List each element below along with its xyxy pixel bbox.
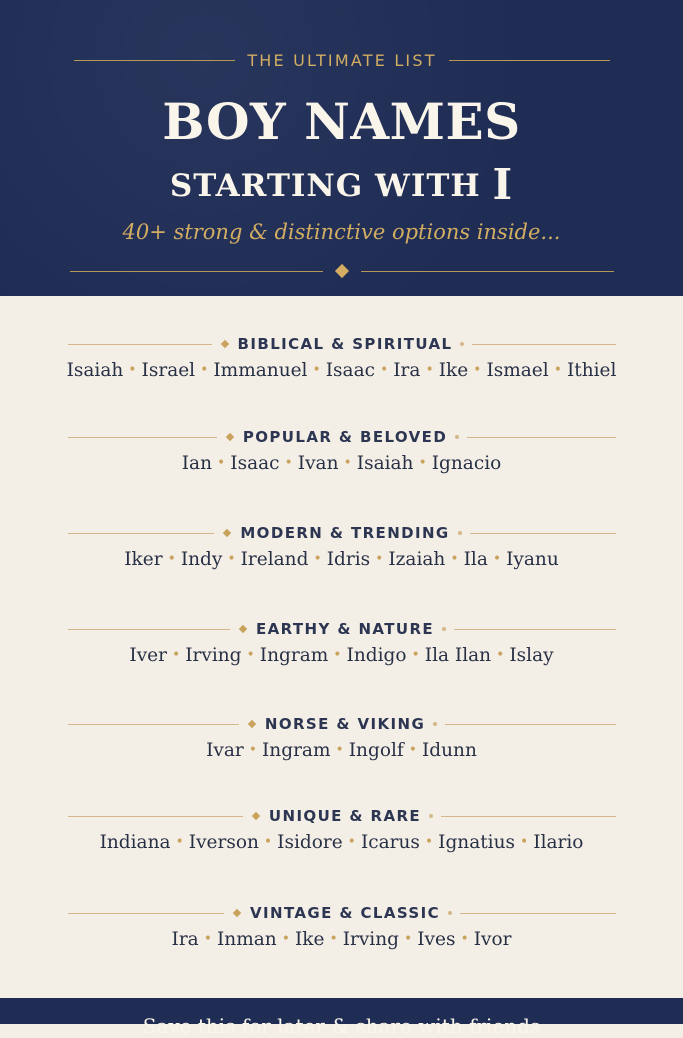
dot-icon — [442, 627, 446, 631]
bullet-separator-icon: • — [418, 455, 427, 471]
section-header — [68, 427, 616, 447]
section-title: EARTHY & NATURE — [255, 620, 435, 638]
tagline: 40+ strong & distinctive options inside... — [122, 220, 561, 244]
bullet-separator-icon: • — [313, 551, 322, 567]
bullet-separator-icon: • — [424, 834, 434, 850]
diamond-icon — [233, 909, 241, 917]
bullet-separator-icon: • — [375, 551, 384, 567]
bullet-separator-icon: • — [460, 931, 469, 947]
section-header — [68, 523, 616, 543]
name-item: Ives — [417, 929, 456, 950]
page-subtitle — [0, 160, 683, 209]
name-item: Islay — [509, 645, 554, 666]
name-item: Indy — [180, 549, 223, 570]
section-title: POPULAR & BELOVED — [242, 428, 448, 446]
name-item: Iverson — [188, 832, 259, 853]
bullet-separator-icon: • — [425, 362, 434, 378]
section-header — [68, 619, 616, 639]
bullet-separator-icon: • — [175, 834, 184, 850]
name-item: Ivar — [206, 740, 244, 761]
name-item: Idunn — [421, 740, 477, 761]
name-item: Icarus — [360, 832, 420, 853]
bullet-separator-icon: • — [335, 742, 344, 758]
name-item: Iver — [129, 645, 167, 666]
bullet-separator-icon: • — [248, 742, 257, 758]
section-title: MODERN & TRENDING — [240, 524, 450, 542]
divider-line-left — [70, 271, 323, 272]
name-item: Ila Ilan — [424, 645, 492, 666]
diamond-icon — [223, 529, 231, 537]
footer-banner — [0, 998, 683, 1038]
kicker-row — [74, 48, 610, 72]
bullet-separator-icon: • — [217, 455, 226, 471]
section-header — [68, 714, 616, 734]
diamond-icon — [220, 340, 228, 348]
bullet-separator-icon: • — [227, 551, 236, 567]
page-title: BOY NAMES — [162, 92, 521, 151]
section-line-left — [68, 816, 243, 817]
bullet-separator-icon: • — [281, 931, 290, 947]
name-list — [0, 929, 683, 950]
name-item: Ignacio — [431, 453, 502, 474]
name-list — [0, 832, 683, 853]
name-item: Ignatius — [438, 832, 516, 853]
bullet-separator-icon: • — [263, 834, 273, 850]
section-line-left — [68, 913, 224, 914]
section-title: BIBLICAL & SPIRITUAL — [237, 335, 453, 353]
dot-icon — [448, 911, 452, 915]
name-item: Indiana — [99, 832, 171, 853]
subtitle-letter: I — [492, 160, 514, 209]
name-item: Ivan — [297, 453, 339, 474]
diamond-icon — [226, 433, 234, 441]
name-item: Iyanu — [506, 549, 559, 570]
name-list — [0, 645, 683, 666]
section-header — [68, 334, 616, 354]
section-line-left — [68, 629, 230, 630]
kicker-text: THE ULTIMATE LIST — [247, 50, 437, 70]
header-divider — [70, 264, 614, 278]
name-item: Ike — [438, 360, 469, 381]
footer-text: Save this for later & share with friends — [142, 1014, 541, 1038]
name-list — [0, 549, 683, 570]
name-list — [0, 453, 683, 474]
name-item: Ira — [393, 360, 421, 381]
bullet-separator-icon: • — [492, 551, 502, 567]
name-item: Ingram — [262, 740, 331, 761]
name-list — [0, 360, 683, 381]
section-line-right — [467, 437, 616, 438]
bullet-separator-icon: • — [329, 931, 338, 947]
diamond-icon — [252, 812, 260, 820]
bullet-separator-icon: • — [312, 362, 321, 378]
bullet-separator-icon: • — [496, 647, 505, 663]
diamond-icon — [239, 625, 247, 633]
bullet-separator-icon: • — [408, 742, 417, 758]
dot-icon — [455, 435, 459, 439]
name-item: Indigo — [346, 645, 407, 666]
name-item: Irving — [342, 929, 399, 950]
name-item: Isidore — [277, 832, 343, 853]
name-item: Inman — [216, 929, 277, 950]
name-item: Immanuel — [213, 360, 308, 381]
section-line-left — [68, 344, 212, 345]
section-line-right — [472, 344, 616, 345]
name-item: Ithiel — [566, 360, 617, 381]
name-item: Iker — [124, 549, 163, 570]
section-title: NORSE & VIKING — [264, 715, 426, 733]
name-item: Ismael — [486, 360, 549, 381]
bullet-separator-icon: • — [343, 455, 352, 471]
section-header — [68, 903, 616, 923]
bullet-separator-icon: • — [520, 834, 529, 850]
bullet-separator-icon: • — [203, 931, 212, 947]
bullet-separator-icon: • — [200, 362, 209, 378]
section-header — [68, 806, 616, 826]
bullet-separator-icon: • — [171, 647, 181, 663]
name-item: Isaiah — [66, 360, 124, 381]
bullet-separator-icon: • — [128, 362, 137, 378]
name-item: Ira — [171, 929, 199, 950]
dot-icon — [458, 531, 462, 535]
name-item: Ingram — [259, 645, 329, 666]
bullet-separator-icon: • — [411, 647, 420, 663]
header-banner — [0, 0, 683, 296]
bullet-separator-icon: • — [333, 647, 342, 663]
name-item: Ireland — [240, 549, 309, 570]
section-line-right — [441, 816, 616, 817]
dot-icon — [433, 722, 437, 726]
dot-icon — [429, 814, 433, 818]
name-item: Ilario — [533, 832, 584, 853]
section-line-right — [454, 629, 616, 630]
kicker-line-left — [74, 60, 235, 61]
section-title: VINTAGE & CLASSIC — [250, 904, 441, 922]
name-item: Israel — [141, 360, 196, 381]
bullet-separator-icon: • — [284, 455, 293, 471]
name-item: Ike — [294, 929, 325, 950]
section-line-left — [68, 533, 214, 534]
name-item: Ian — [181, 453, 213, 474]
name-item: Isaac — [230, 453, 280, 474]
section-line-right — [470, 533, 616, 534]
section-line-left — [68, 724, 239, 725]
bullet-separator-icon: • — [379, 362, 389, 378]
name-item: Izaiah — [388, 549, 446, 570]
name-item: Ivor — [473, 929, 512, 950]
name-item: Ila — [463, 549, 488, 570]
name-item: Isaiah — [356, 453, 414, 474]
diamond-icon — [335, 264, 349, 278]
section-line-right — [445, 724, 616, 725]
bullet-separator-icon: • — [553, 362, 562, 378]
name-item: Irving — [185, 645, 242, 666]
bullet-separator-icon: • — [347, 834, 356, 850]
dot-icon — [460, 342, 464, 346]
divider-line-right — [361, 271, 614, 272]
section-line-right — [460, 913, 616, 914]
name-list — [0, 740, 683, 761]
bullet-separator-icon: • — [167, 551, 176, 567]
bullet-separator-icon: • — [403, 931, 413, 947]
subtitle-text: STARTING WITH — [169, 168, 481, 204]
bullet-separator-icon: • — [450, 551, 459, 567]
diamond-icon — [248, 720, 256, 728]
name-item: Idris — [326, 549, 371, 570]
kicker-line-right — [449, 60, 610, 61]
bullet-separator-icon: • — [473, 362, 482, 378]
section-title: UNIQUE & RARE — [268, 807, 422, 825]
bullet-separator-icon: • — [246, 647, 255, 663]
name-item: Ingolf — [348, 740, 404, 761]
name-item: Isaac — [325, 360, 375, 381]
section-line-left — [68, 437, 217, 438]
